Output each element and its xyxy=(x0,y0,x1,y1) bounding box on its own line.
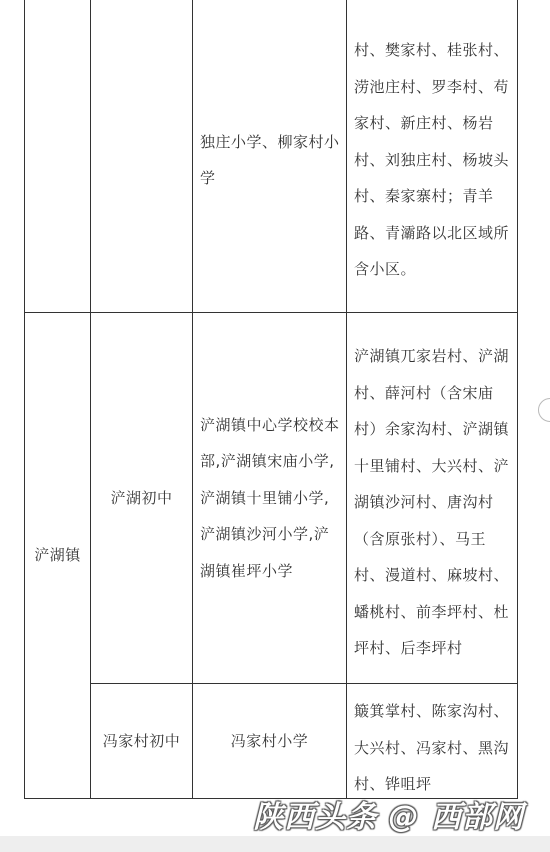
primary-schools-cell xyxy=(193,684,347,799)
villages-cell xyxy=(347,313,518,684)
town-name: 浐湖镇 xyxy=(34,546,81,565)
middle-school-cell xyxy=(91,313,193,684)
villages-text: 簸箕掌村、陈家沟村、大兴村、冯家村、黑沟村、铧咀坪 xyxy=(354,702,510,793)
villages-cell xyxy=(347,684,518,799)
town-cell xyxy=(25,313,91,799)
table-row xyxy=(25,313,518,684)
bottom-bar xyxy=(0,836,550,852)
middle-school-cell xyxy=(91,0,193,313)
villages-text: 村、樊家村、桂张村、涝池庄村、罗李村、苟家村、新庄村、杨岩村、刘独庄村、杨坡头村、秦家寨村；青羊路、青灞路以北区域所含小区。 xyxy=(354,41,510,279)
school-district-table xyxy=(24,0,518,799)
villages-cell xyxy=(347,0,518,313)
table-row xyxy=(25,684,518,799)
primary-schools-text: 独庄小学、柳家村小学 xyxy=(200,132,340,187)
primary-schools-text: 冯家村小学 xyxy=(230,731,309,750)
middle-school-cell xyxy=(91,684,193,799)
side-scroll-handle[interactable] xyxy=(538,398,550,422)
middle-school-name: 浐湖初中 xyxy=(110,488,173,507)
town-cell xyxy=(25,0,91,313)
villages-text: 浐湖镇兀家岩村、浐湖村、薛河村（含宋庙村）余家沟村、浐湖镇十里铺村、大兴村、浐湖镇沙河村、唐沟村（含原张村）、马王村、漫道村、麻坡村、蟠桃村、前李坪村、杜坪村、后李坪村 xyxy=(354,347,510,658)
middle-school-name: 冯家村初中 xyxy=(102,731,181,750)
primary-schools-text: 浐湖镇中心学校校本部,浐湖镇宋庙小学,浐湖镇十里铺小学,浐湖镇沙河小学,浐湖镇崔坪小学 xyxy=(200,415,340,580)
primary-schools-cell xyxy=(193,0,347,313)
primary-schools-cell xyxy=(193,313,347,684)
table-row xyxy=(25,0,518,313)
watermark: 陕西头条 @ 西部网 xyxy=(253,800,524,835)
